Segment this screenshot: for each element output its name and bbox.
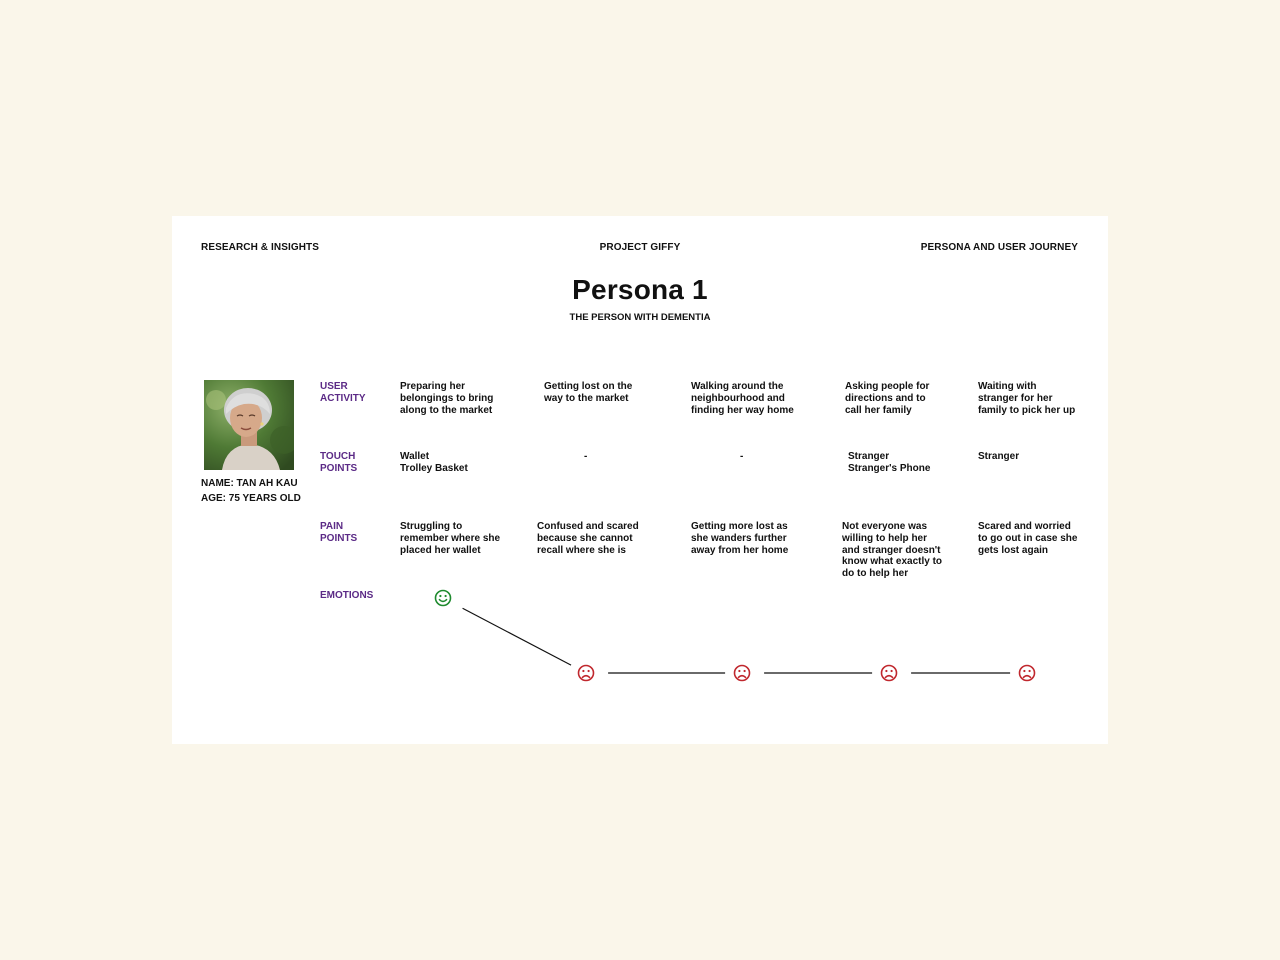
user-activity-cell: Waiting with stranger for her family to pick her up: [978, 381, 1076, 416]
user-activity-cell: Asking people for directions and to call her family: [845, 381, 930, 416]
sad-face-icon: [735, 666, 750, 681]
sad-face-icon: [1020, 666, 1035, 681]
page-title: Persona 1: [572, 274, 708, 305]
touch-points-cell: Stranger Stranger's Phone: [848, 451, 931, 474]
sad-face-icon: [882, 666, 897, 681]
pain-points-cell: Not everyone was willing to help her and stranger doesn't know what exactly to do to help her: [842, 521, 943, 580]
row-label-pain-points: PAIN POINTS: [320, 521, 358, 544]
header-section-label: RESEARCH & INSIGHTS: [201, 242, 320, 253]
persona-age: AGE: 75 YEARS OLD: [201, 493, 301, 504]
header-project-name: PROJECT GIFFY: [599, 242, 681, 253]
user-activity-cell: Getting lost on the way to the market: [544, 381, 633, 404]
sad-face-icon: [579, 666, 594, 681]
page-subtitle: THE PERSON WITH DEMENTIA: [569, 312, 711, 323]
touch-points-cell: -: [584, 451, 588, 462]
pain-points-cell: Confused and scared because she cannot recall where she is: [537, 521, 639, 556]
persona-name: NAME: TAN AH KAU: [201, 478, 298, 489]
touch-points-cell: -: [740, 451, 744, 462]
row-label-touch-points: TOUCH POINTS: [320, 451, 358, 474]
emotion-line-segment: [463, 608, 571, 665]
happy-face-icon: [436, 591, 451, 606]
row-label-user-activity: USER ACTIVITY: [320, 381, 366, 404]
pain-points-cell: Struggling to remember where she placed her wallet: [400, 521, 501, 556]
row-label-emotions: EMOTIONS: [320, 590, 374, 601]
header-page-label: PERSONA AND USER JOURNEY: [920, 242, 1078, 253]
pain-points-cell: Scared and worried to go out in case she gets lost again: [978, 521, 1078, 556]
user-activity-cell: Preparing her belongings to bring along to the market: [400, 381, 494, 416]
touch-points-cell: Stranger: [978, 451, 1020, 462]
journey-card: [172, 216, 1108, 744]
user-activity-cell: Walking around the neighbourhood and finding her way home: [691, 381, 794, 416]
touch-points-cell: Wallet Trolley Basket: [400, 451, 468, 474]
pain-points-cell: Getting more lost as she wanders further away from her home: [691, 521, 789, 556]
persona-photo: [204, 380, 294, 470]
